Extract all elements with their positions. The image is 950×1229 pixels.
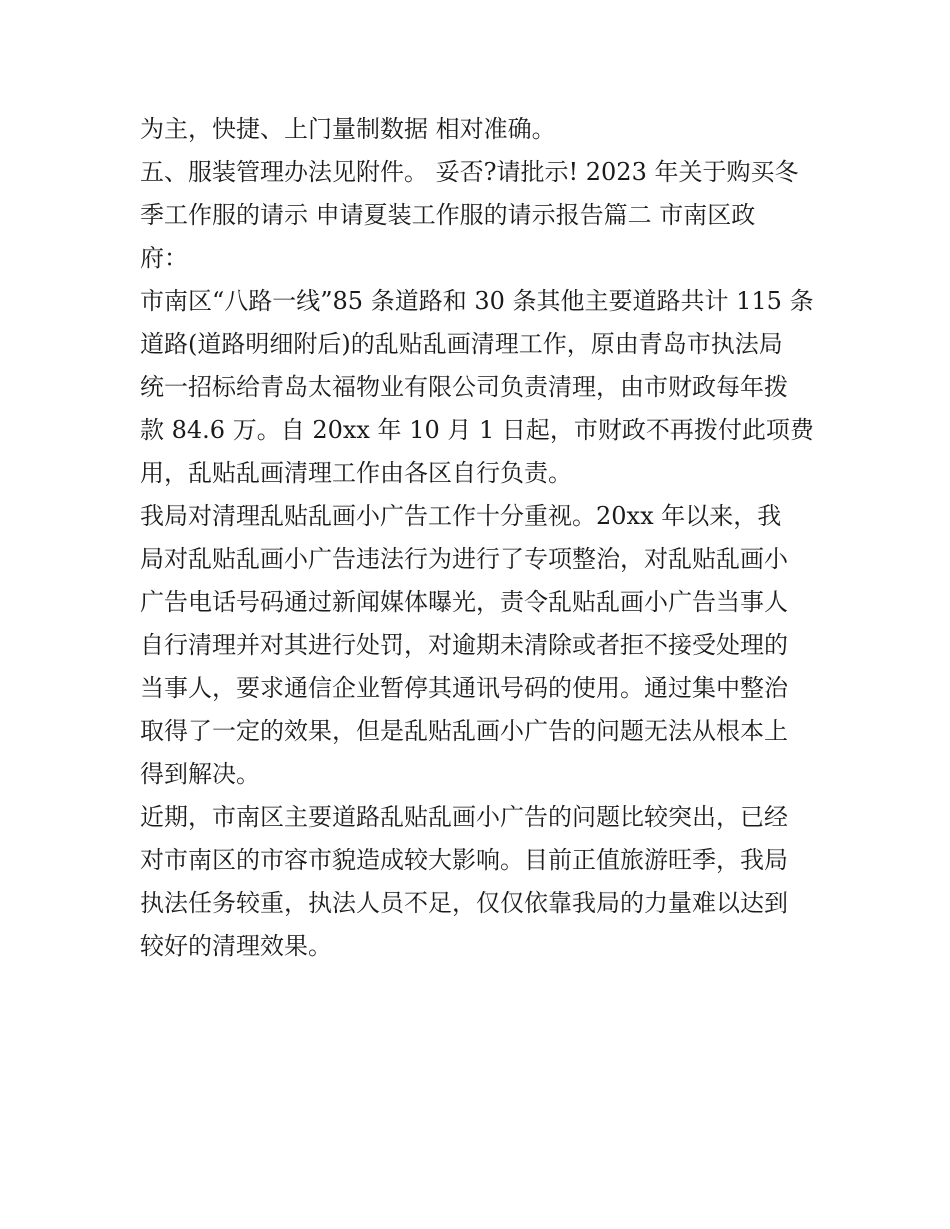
- text-line: 府：: [140, 244, 188, 272]
- text-line: 执法任务较重，执法人员不足，仅仅依靠我局的力量难以达到: [140, 889, 788, 917]
- text-line: 统一招标给青岛太福物业有限公司负责清理，由市财政每年拨: [140, 373, 788, 401]
- text-line: 近期，市南区主要道路乱贴乱画小广告的问题比较突出，已经: [140, 803, 788, 831]
- text-line: 当事人，要求通信企业暂停其通讯号码的使用。通过集中整治: [140, 674, 788, 702]
- text-line: 用，乱贴乱画清理工作由各区自行负责。: [140, 459, 572, 487]
- text-line: 五、服装管理办法见附件。 妥否?请批示! 2023 年关于购买冬: [140, 158, 799, 186]
- text-line: 道路(道路明细附后)的乱贴乱画清理工作，原由青岛市执法局: [140, 330, 783, 358]
- text-line: 季工作服的请示 申请夏装工作服的请示报告篇二 市南区政: [140, 201, 756, 229]
- text-line: 自行清理并对其进行处罚，对逾期未清除或者拒不接受处理的: [140, 631, 788, 659]
- text-line: 款 84.6 万。自 20xx 年 10 月 1 日起，市财政不再拨付此项费: [140, 416, 814, 444]
- text-line: 对市南区的市容市貌造成较大影响。目前正值旅游旺季，我局: [140, 846, 788, 874]
- text-line: 取得了一定的效果，但是乱贴乱画小广告的问题无法从根本上: [140, 717, 788, 745]
- text-line: 较好的清理效果。: [140, 932, 332, 960]
- text-line: 局对乱贴乱画小广告违法行为进行了专项整治，对乱贴乱画小: [140, 545, 788, 573]
- text-line: 为主，快捷、上门量制数据 相对准确。: [140, 115, 556, 143]
- text-line: 得到解决。: [140, 760, 260, 788]
- text-line: 市南区“八路一线”85 条道路和 30 条其他主要道路共计 115 条: [140, 287, 814, 315]
- text-line: 广告电话号码通过新闻媒体曝光，责令乱贴乱画小广告当事人: [140, 588, 788, 616]
- document-body: [140, 108, 820, 968]
- text-line: 我局对清理乱贴乱画小广告工作十分重视。20xx 年以来，我: [140, 502, 782, 530]
